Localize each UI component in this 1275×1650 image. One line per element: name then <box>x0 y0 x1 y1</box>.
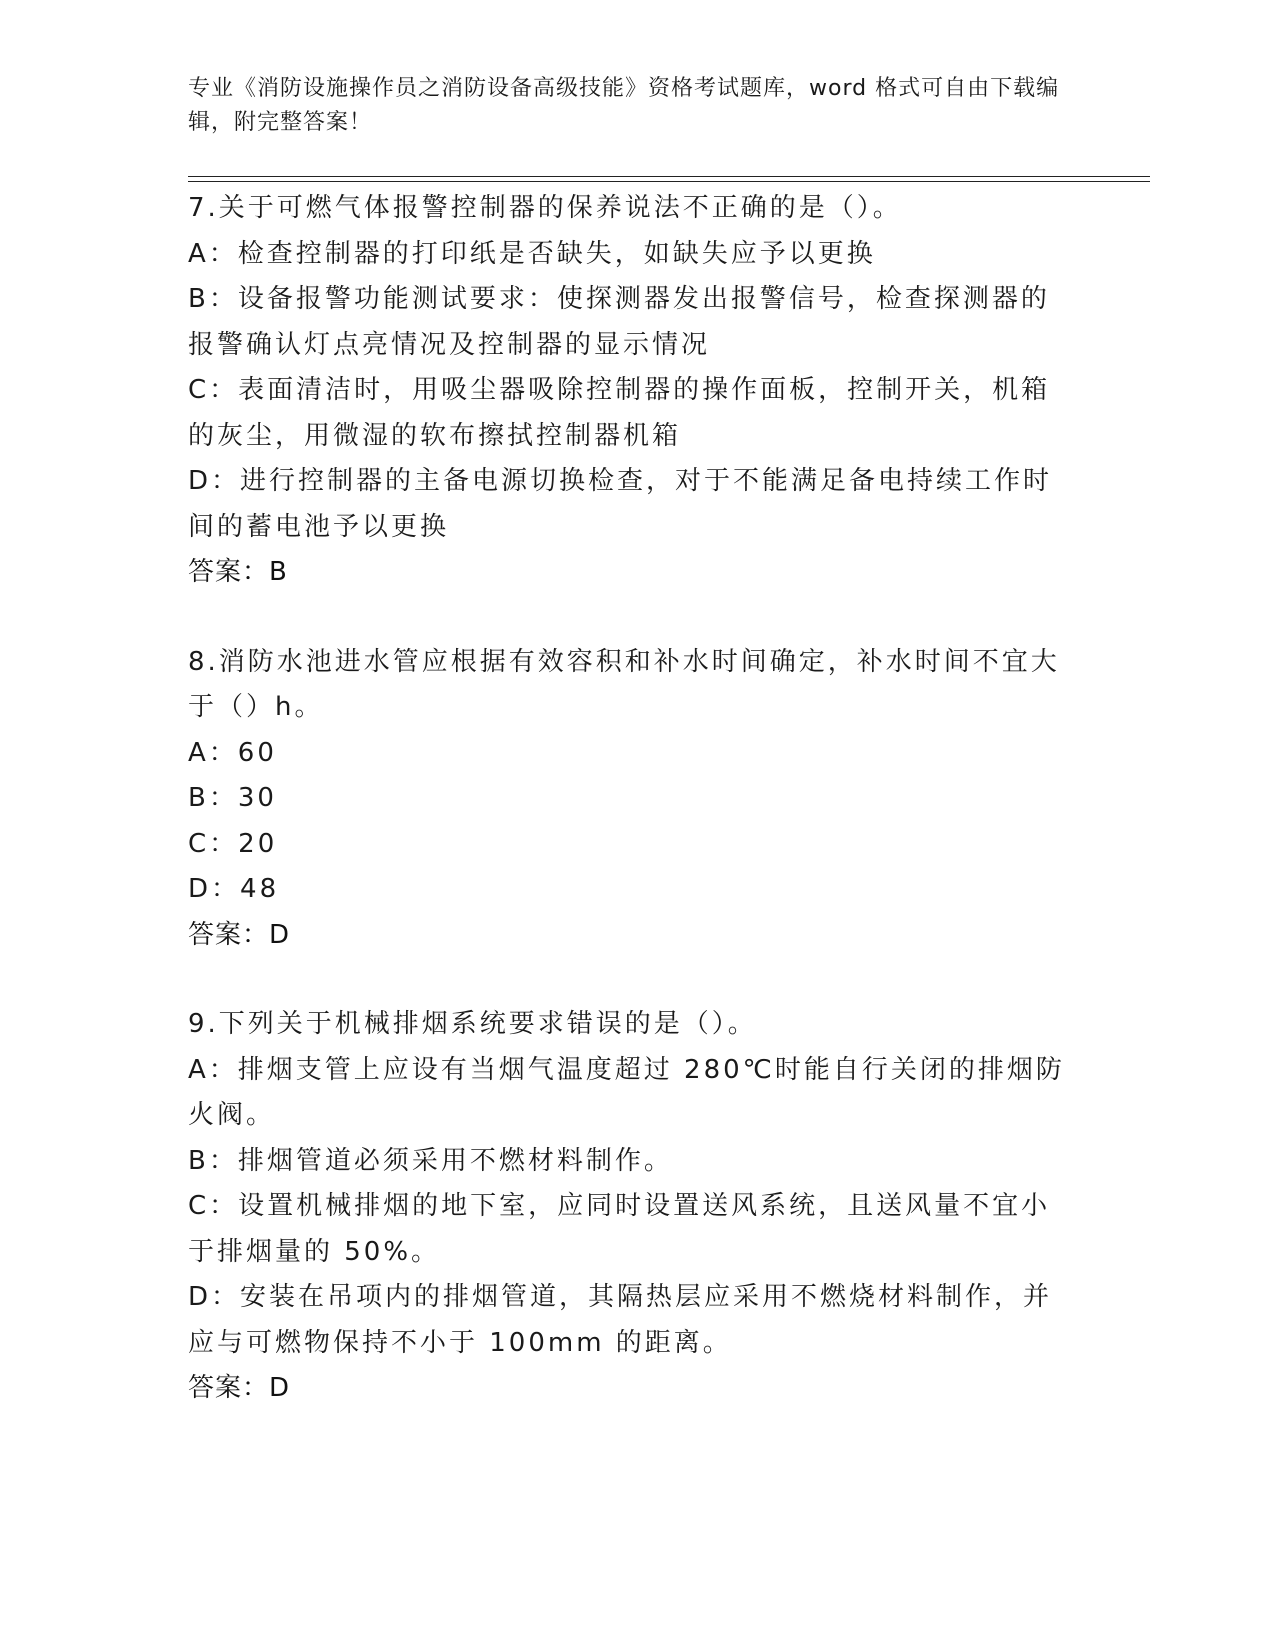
option-b: B：30 <box>188 783 277 813</box>
answer-label: 答案：B <box>188 557 288 587</box>
option-c: C：表面清洁时，用吸尘器吸除控制器的操作面板，控制开关，机箱的灰尘，用微湿的软布擦拭控制器机箱 <box>188 375 1051 451</box>
question-7 <box>188 186 1078 596</box>
header-rule-top <box>188 176 1150 177</box>
option-b: B：排烟管道必须采用不燃材料制作。 <box>188 1145 673 1176</box>
question-stem: 8.消防水池进水管应根据有效容积和补水时间确定，补水时间不宜大于（）h。 <box>188 646 1060 722</box>
option-c: C：20 <box>188 828 278 859</box>
question-stem: 7.关于可燃气体报警控制器的保养说法不正确的是（）。 <box>188 193 902 223</box>
question-list <box>188 186 1078 1456</box>
option-d: D：进行控制器的主备电源切换检查，对于不能满足备电持续工作时间的蓄电池予以更换 <box>188 466 1053 542</box>
question-8 <box>188 640 1078 959</box>
document-header: 专业《消防设施操作员之消防设备高级技能》资格考试题库，word 格式可自由下载编辑，附完整答案！ <box>188 76 1060 135</box>
option-a: A：检查控制器的打印纸是否缺失，如缺失应予以更换 <box>188 238 876 269</box>
option-c: C：设置机械排烟的地下室，应同时设置送风系统，且送风量不宜小于排烟量的 50%。 <box>188 1191 1051 1267</box>
option-b: B：设备报警功能测试要求：使探测器发出报警信号，检查探测器的报警确认灯点亮情况及控制器的显示情况 <box>188 284 1050 360</box>
option-a: A：60 <box>188 737 277 768</box>
option-a: A：排烟支管上应设有当烟气温度超过 280℃时能自行关闭的排烟防火阀。 <box>188 1054 1065 1130</box>
option-d: D：安装在吊项内的排烟管道，其隔热层应采用不燃烧材料制作，并应与可燃物保持不小于 100mm 的距离。 <box>188 1282 1053 1358</box>
option-d: D：48 <box>188 874 280 904</box>
answer-label: 答案：D <box>188 919 291 950</box>
header-rule-bottom <box>188 181 1150 182</box>
question-9 <box>188 1002 1078 1412</box>
question-stem: 9.下列关于机械排烟系统要求错误的是（）。 <box>188 1009 757 1039</box>
answer-label: 答案：D <box>188 1373 291 1403</box>
